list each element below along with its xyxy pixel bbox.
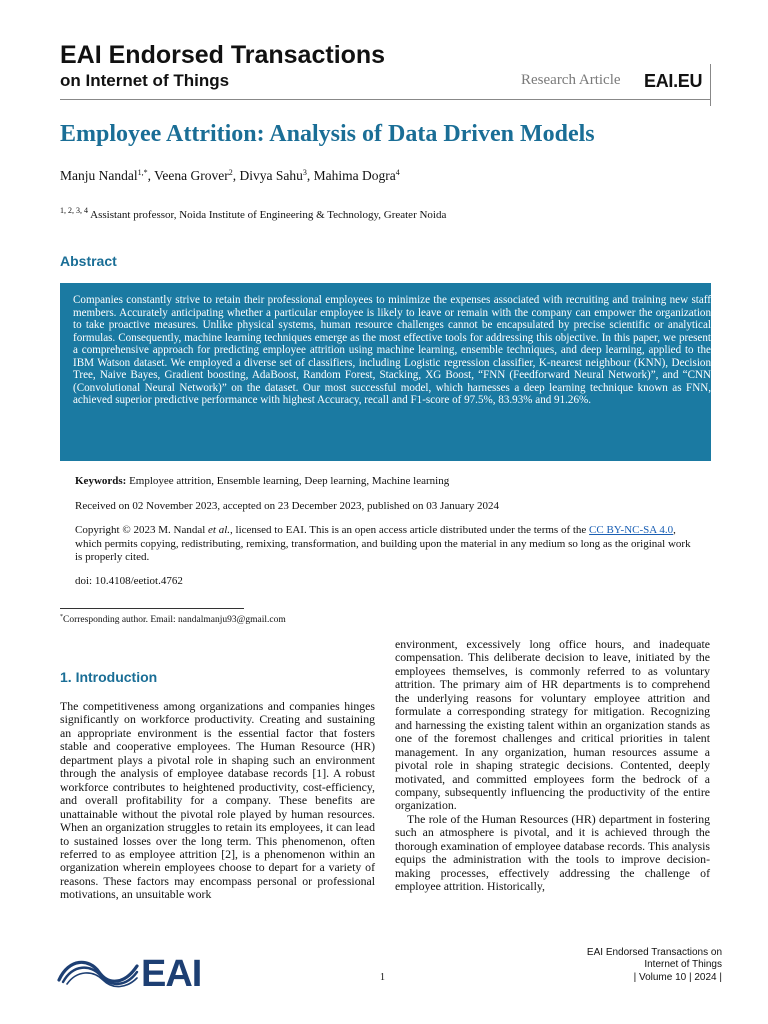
abstract-box xyxy=(60,283,711,461)
license-link[interactable]: CC BY-NC-SA 4.0 xyxy=(589,524,674,536)
doi: doi: 10.4108/eetiot.4762 xyxy=(75,575,183,587)
abstract-heading: Abstract xyxy=(60,253,117,269)
keywords-label: Keywords: xyxy=(75,475,127,487)
author-name: Divya Sahu xyxy=(239,168,303,183)
header-divider-vertical xyxy=(710,64,711,106)
footer-journal-info xyxy=(540,947,722,984)
affiliation-text: Assistant professor, Noida Institute of Engineering & Technology, Greater Noida xyxy=(90,209,447,221)
footnote-text: Corresponding author. Email: nandalmanju93@gmail.com xyxy=(63,615,286,625)
keywords-list: Employee attrition, Ensemble learning, Deep learning, Machine learning xyxy=(129,475,450,487)
journal-title: EAI Endorsed Transactions xyxy=(60,41,386,69)
header-divider xyxy=(60,99,710,100)
page-number: 1 xyxy=(380,972,385,983)
keywords xyxy=(75,475,449,487)
copyright-etal: et al. xyxy=(208,524,231,536)
author-name: Manju Nandal xyxy=(60,168,138,183)
section-heading-introduction: 1. Introduction xyxy=(60,669,158,685)
publication-dates: Received on 02 November 2023, accepted on 23 December 2023, published on 03 January 2024 xyxy=(75,500,499,512)
author-affiliation-marker: 2 xyxy=(228,168,233,177)
copyright-pre: Copyright © 2023 M. Nandal xyxy=(75,524,209,536)
copyright-post: , which permits copying, redistributing, remixing, transformation, and building upon the material in any medium so long as the original work is properly cited. xyxy=(75,524,691,564)
article-type: Research Article xyxy=(521,72,621,88)
author-name: Mahima Dogra xyxy=(313,168,396,183)
footnote-rule xyxy=(60,608,244,609)
eai-logo xyxy=(55,950,215,992)
intro-left-column: The competitiveness among organizations and companies hinges significantly on workforce productivity. Creating and sustaining an appropriate environment is the essential factor that fosters stable and cooperative employees. The Human Resource (HR) department plays a pivotal role in shaping such an environment through the analysis of employee database records [1]. A robust workforce contributes to heightened productivity, cost-efficiency, and overall profitability for a company. These benefits are unattainable without the pivotal role played by human resources. When an organization struggles to retain its employees, it can lead to sustained losses over the long term. This phenomenon, often referred to as employee attrition [2], is a phenomenon within an organization wherein employees choose to depart for a variety of reasons. These factors may encompass personal or professional motivations, an unsuitable work xyxy=(60,699,375,902)
footer-volume: | Volume 10 | 2024 | xyxy=(633,971,722,983)
copyright-mid: , licensed to EAI. This is an open access article distributed under the terms of the xyxy=(230,524,590,536)
author-list: Manju Nandal$^{1,*}$, Veena Grover$^2$, Divya Sahu$^3$, Mahima Dogra$^4$ xyxy=(60,168,400,183)
author-name: Veena Grover xyxy=(154,168,229,183)
journal-subtitle: on Internet of Things xyxy=(60,71,230,90)
footer-journal-line1: EAI Endorsed Transactions on xyxy=(586,947,722,958)
affiliation-markers: 1, 2, 3, 4 xyxy=(60,206,88,215)
paper-title: Employee Attrition: Analysis of Data Driven Models xyxy=(60,121,595,147)
author-affiliation-marker: 1,* xyxy=(137,168,148,177)
footer-journal-line2: Internet of Things xyxy=(644,959,722,971)
author-affiliation-marker: 3 xyxy=(302,168,307,177)
author-affiliation-marker: 4 xyxy=(395,168,400,177)
eai-logo-text: EAI xyxy=(141,953,202,992)
abstract-text: Companies constantly strive to retain their professional employees to minimize the expenses associated with recruiting and training new staff members. Accurately anticipating whether a particular employee is likely to leave or remain with the company can empower the organization to take proactive measures. Unlike physical systems, human resource challenges cannot be encapsulated by precise scientific or analytical formulas. Consequently, machine learning techniques emerge as the most effective tools for addressing this objective. In this paper, we present a comprehensive approach for predicting employee attrition using machine learning, ensemble techniques, and deep learning, applied to the IBM Watson dataset. We employed a diverse set of classifiers, including Logistic regression classifier, K-nearest neighbour (KNN), Decision Tree, Naive Bayes, Gradient boosting, AdaBoost, Random Forest, Stacking, XG Boost, “FNN (Feedforward Neural Network)”, and “CNN (Convolutional Neural Network)” on the dataset. Our most successful model, which harnesses a deep learning technique known as FNN, achieved superior predictive performance with highest Accuracy, recall and F1-score of 97.5%, 83.93% and 91.26%. xyxy=(73,294,711,407)
intro-right-column xyxy=(395,638,710,894)
infinity-swoosh-icon xyxy=(59,962,137,986)
intro-paragraph: The role of the Human Resources (HR) department in fostering such an atmosphere is pivotal, and it is achieved through the thorough examination of employee database records. This analysis equips the administration with the tools to improve decision-making processes, effectively addressing the challenge of employee attrition. Historically, xyxy=(395,811,710,894)
publisher-mark: EAI.EU xyxy=(644,71,703,91)
corresponding-author-footnote xyxy=(60,614,286,625)
footnote-marker: * xyxy=(60,614,63,620)
intro-paragraph: environment, excessively long office hours, and inadequate compensation. This deliberate decision to leave, initiated by the employees themselves, is commonly referred to as voluntary attrition. The primary aim of HR departments is to comprehend the underlying reasons for voluntary employee attrition and formulate a corresponding strategy for mitigation. Recognizing and harnessing the existing talent within an organization stands as one of the foremost challenges and critical priorities in talent management. In any organization, human resources assume a pivotal role in shaping strategic decisions. Contented, deeply motivated, and committed employees form the bedrock of a company, subsequently influencing the productivity of the entire organization. xyxy=(395,637,710,813)
affiliation xyxy=(60,206,446,221)
copyright-notice xyxy=(75,524,697,565)
